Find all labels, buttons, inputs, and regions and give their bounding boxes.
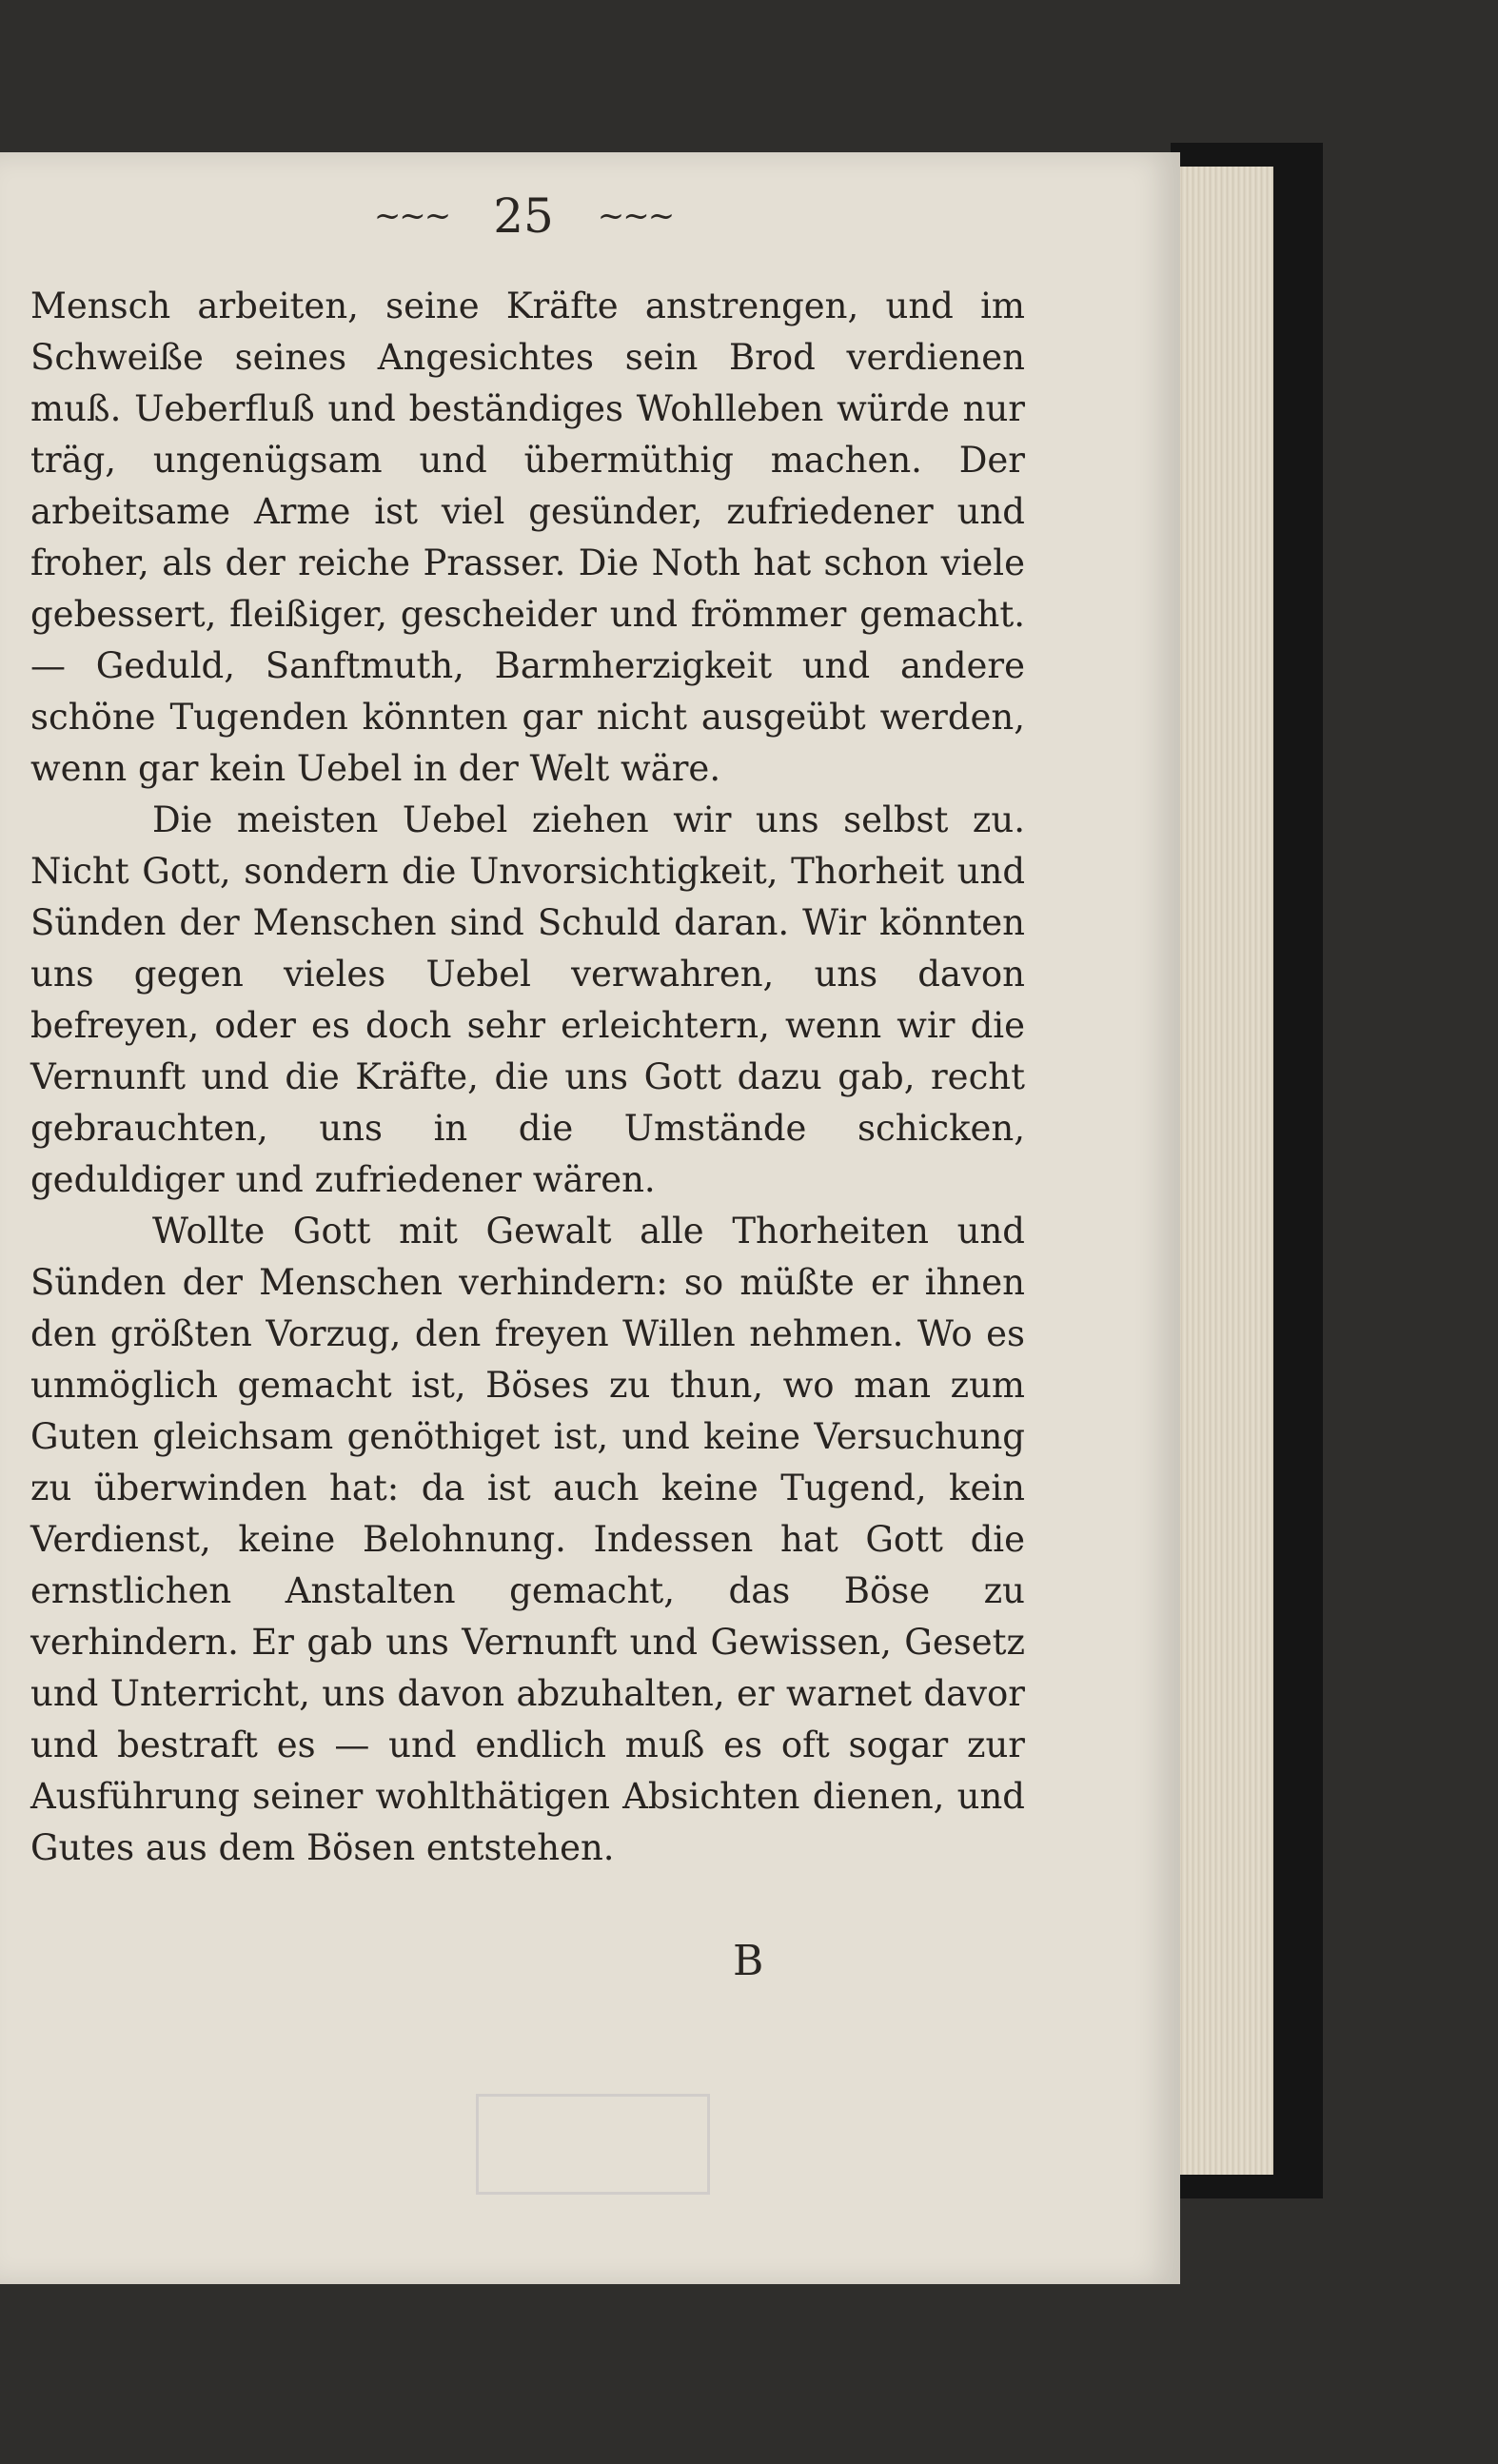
paragraph-3: Wollte Gott mit Gewalt alle Thorheiten und Sünden der Menschen verhindern: so müßte er ihnen den größten Vorzug, den freyen Willen nehmen. Wo es unmöglich gemacht ist, Böses zu thun, wo man zum Guten gleichsam genöthiget ist, und keine Versuchung zu überwinden hat: da ist auch keine Tugend, kein Verdienst, keine Belohnung. Indessen hat Gott die ernstlichen Anstalten gemacht, das Böse zu verhindern. Er gab uns Vernunft und Gewissen, Gesetz und Unterricht, uns davon abzuhalten, er warnet davor und bestraft es — und endlich muß es oft sogar zur Ausführung seiner wohlthätigen Absichten dienen, und Gutes aus dem Bösen entstehen.	[30, 1211, 1025, 1868]
body-text	[30, 281, 1025, 1874]
ornament-left: ~~~	[373, 197, 450, 235]
page-number: 25	[493, 188, 554, 244]
page-header	[0, 188, 1047, 244]
paragraph-1: Mensch arbeiten, seine Kräfte anstrengen, und im Schweiße seines Angesichtes sein Brod verdienen muß. Ueberfluß und beständiges Wohlleben würde nur träg, ungenügsam und übermüthig machen. Der arbeitsame Arme ist viel gesünder, zufriedener und froher, als der reiche Prasser. Die Noth hat schon viele gebessert, fleißiger, gescheider und frömmer gemacht. — Geduld, Sanftmuth, Barmherzigkeit und andere schöne Tugenden könnten gar nicht ausgeübt werden, wenn gar kein Uebel in der Welt wäre.	[30, 286, 1025, 789]
ornament-right: ~~~	[597, 197, 674, 235]
paragraph-2: Die meisten Uebel ziehen wir uns selbst zu. Nicht Gott, sondern die Unvorsichtigkeit, Thorheit und Sünden der Menschen sind Schuld daran. Wir könnten uns gegen vieles Uebel verwahren, uns davon befreyen, oder es doch sehr erleichtern, wenn wir die Vernunft und die Kräfte, die uns Gott dazu gab, recht gebrauchten, uns in die Umstände schicken, geduldiger und zufriedener wären.	[30, 799, 1025, 1200]
signature-mark: B	[733, 1937, 764, 1985]
faint-stamp	[476, 2094, 710, 2195]
